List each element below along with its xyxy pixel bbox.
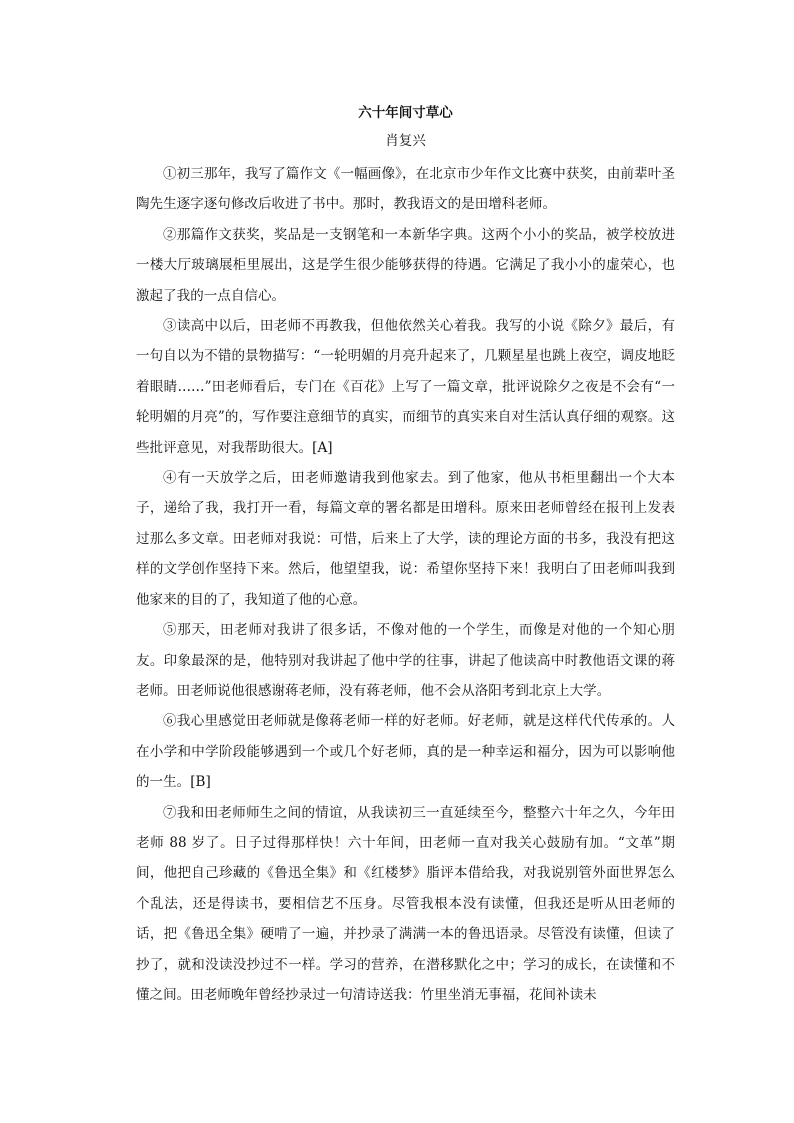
article-title: 六十年间寸草心 [358,105,453,121]
paragraph-4: ④有一天放学之后，田老师邀请我到他家去。到了他家，他从书柜里翻出一个大本子，递给了我，我打开一看，每篇文章的署名都是田增科。原来田老师曾经在报刊上发表过那么多文章。田老师对我说：可惜，后来上了大学，读的理论方面的书多，我没有把这样的文学创作坚持下来。然后，他望望我，说：希望你坚持下来！我明白了田老师叫我到他家来的目的了，我知道了他的心意。 [136,470,675,608]
article-author: 肖复兴 [385,133,426,149]
paragraph-2: ②那篇作文获奖，奖品是一支钢笔和一本新华字典。这两个小小的奖品，被学校放进一楼大厅玻璃展柜里展出，这是学生很少能够获得的待遇。它满足了我小小的虚荣心，也激起了我的一点自信心。 [136,226,675,304]
paragraph-3: ③读高中以后，田老师不再教我，但他依然关心着我。我写的小说《除夕》最后，有一句自以为不错的景物描写：“一轮明媚的月亮升起来了，几颗星星也跳上夜空，调皮地眨着眼睛……”田老师看后，专门在《百花》上写了一篇文章，批评说除夕之夜是不会有“一轮明媚的月亮”的，写作要注意细节的真实，而细节的真实来自对生活认真仔细的观察。这些批评意见，对我帮助很大。[A] [136,318,675,456]
paragraph-5: ⑤那天，田老师对我讲了很多话，不像对他的一个学生，而像是对他的一个知心朋友。印象最深的是，他特别对我讲起了他中学的往事，讲起了他读高中时教他语文课的蒋老师。田老师说他很感谢蒋老师，没有蒋老师，他不会从洛阳考到北京上大学。 [136,622,675,699]
paragraph-7: ⑦我和田老师师生之间的情谊，从我读初三一直延续至今，整整六十年之久，今年田老师 88 岁了。日子过得那样快！六十年间，田老师一直对我关心鼓励有加。“文革”期间，他把自己珍藏的《鲁迅全集》和《红楼梦》脂评本借给我，对我说别管外面世界怎么个乱法，还是得读书，要相信艺不压身。尽管我根本没有读懂，但我还是听从田老师的话，把《鲁迅全集》硬啃了一遍，并抄录了满满一本的鲁迅语录。尽管没有读懂，但读了抄了，就和没读没抄过不一样。学习的营养，在潜移默化之中；学习的成长，在读懂和不懂之间。田老师晚年曾经抄录过一句清诗送我：竹里坐消无事福，花间补读未 [136,804,675,1003]
paragraph-6: ⑥我心里感觉田老师就是像蒋老师一样的好老师。好老师，就是这样代代传承的。人在小学和中学阶段能够遇到一个或几个好老师，真的是一种幸运和福分，因为可以影响他的一生。[B] [136,713,675,791]
document-page [136,101,675,1010]
paragraph-1: ①初三那年，我写了篇作文《一幅画像》，在北京市少年作文比赛中获奖，由前辈叶圣陶先生逐字逐句修改后收进了书中。那时，教我语文的是田增科老师。 [136,166,675,213]
